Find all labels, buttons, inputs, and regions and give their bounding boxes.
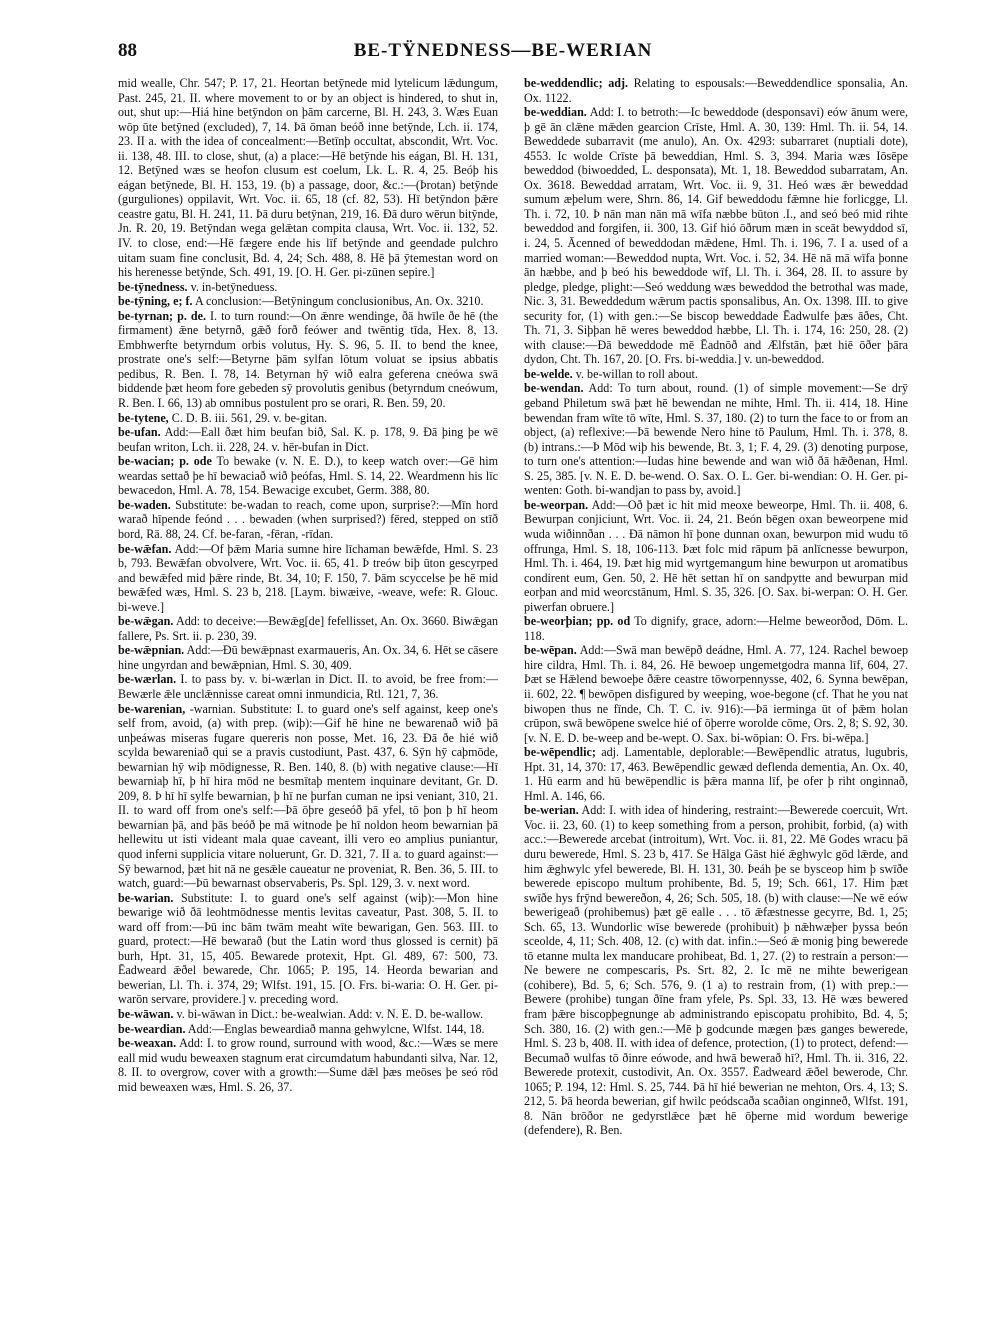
dictionary-entry	[118, 1007, 498, 1022]
dictionary-entry	[118, 411, 498, 426]
dictionary-entry	[118, 614, 498, 643]
entry-text: Add:—Oð þæt ic hit mid meoxe beweorpe, Hml. Th. ii. 408, 6. Bewurpan conjiciunt, Wrt. Voc. ii. 24, 21. Beón bēgen oxan beweorpene mid wuda wiðinnðan . . . Ðā nāmon hī þone dunnan oxan, bewurpon mid wudu tō offrunga, Hml. S. 18, 106-113. Þæt folc mid rāpum þā anlīcnesse bewurpon, Hml. Th. i. 464, 19. Þæt hig mid wyrtgemangum hine bewurpon ut aromatibus condirent eum, Gen. 50, 2. Hē hēt settan hī on sandpytte and bewurpan mid eorþan and mid weorcstānum, Hml. S. 35, 326. [O. Sax. bi-werpan: O. H. Ger. piwerfan obruere.]	[524, 497, 908, 614]
dictionary-entry	[524, 803, 908, 1138]
page-header	[118, 40, 888, 70]
entry-text: I. to turn round:—On ǣnre wendinge, ðā hwīle ðe hē (the firmament) ǣne betyrnð, gǣð forð feówer and twēntig tīda, Hex. 8, 13. Embhwerfte betyrndum orbis volutus, Hy. S. 96, 5. II. to bend the knee, prostrate one's self:—Betyrne þām sylfan lōtum voluat se ipsius abbatis pedibus, R. Ben. I. 78, 14. Betyrnan hȳ wið ealra geferena cneówa swā biddende þæt heom fore gebeden sȳ provolutis genibus (betyrndum cneówum, R. Ben. I. 66, 13) ab omnibus postulent pro se orari, R. Ben. 59, 20.	[118, 308, 498, 411]
entry-text: v. bi-wāwan in Dict.: be-wealwian. Add: v. N. E. D. be-wallow.	[176, 1007, 484, 1021]
dictionary-entry	[118, 498, 498, 542]
dictionary-entry	[524, 643, 908, 745]
entry-headword: be-ufan.	[118, 425, 161, 440]
entry-headword: be-wǣpnian.	[118, 643, 185, 658]
entry-text: To dignify, grace, adorn:—Helme beweorðod, Dōm. L. 118.	[524, 614, 908, 643]
entry-headword: be-weorþian; pp. od	[524, 614, 631, 629]
entry-text: C. D. B. iii. 561, 29. v. be-gitan.	[171, 410, 328, 425]
entry-headword: be-tytene,	[118, 410, 169, 425]
entry-text: Relating to espousals:—Beweddendlice sponsalia, An. Ox. 1122.	[524, 76, 908, 105]
dictionary-entry	[118, 425, 498, 454]
entry-text: Add:—Of þǣm Maria sumne hire līchaman bewǣfde, Hml. S. 23 b, 793. Bewǣfan obvolvere, Wrt. Voc. ii. 65, 41. Þ treów biþ ūton gescyrped and bewǣfed mid þǣre rinde, Bt. 34, 10; F. 150, 7. Þām scyccelse þe hē mid bewǣfed wæs, Hml. S. 23 b, 218. [Laym. biwæive, -weave, wefe: R. Glouc. bi-weve.]	[118, 541, 498, 614]
dictionary-entry	[118, 672, 498, 701]
entry-headword: be-wāwan.	[118, 1007, 174, 1021]
running-head: BE-TŸNEDNESS—BE-WERIAN	[353, 40, 653, 61]
entry-text: Add:—Englas beweardiað manna gehwylcne, Wlfst. 144, 18.	[187, 1021, 485, 1036]
entry-headword: be-warian.	[118, 890, 174, 905]
entry-text: Add:—Swā man bewēpð deádne, Hml. A. 77, 124. Rachel bewoep hire cildra, Hml. Th. i. 84, 26. Hē bewoep ungemetgodra manna līf, 604, 27. Þæt se Hǣlend bewoeþe ðǣre ceastre tōworpennysse, 402, 6. Synna bewēpan, ii. 602, 22. ¶ bewōpen disfigured by weeping, woe-begone (cf. That he you nat biwopen thus ne fīnde, Ch. T. C. iv. 916):—Þā ierminga ūt of þǣm holan crūpon, swā bewōpene swelce hié of ōþerre woroldе cōme, Ors. 2, 8; S. 92, 30. [v. N. E. D. be-weep and be-wept. O. Sax. bi-wōpian: O. Frs. bi-wēpa.]	[524, 643, 908, 745]
dictionary-entry	[118, 891, 498, 1007]
entry-text: Add: I. with idea of hindering, restraint:—Bewerede coercuit, Wrt. Voc. ii. 23, 60. (1) to keep something from a person, prohibit, forbid, (a) with acc.:—Bewerede arcebat (introitum), Wrt. Voc. ii. 81, 22. Mē Godes wracu þā duru bewerede, Hml. S. 23 b, 417. Se Hālga Gāst hié ǣghwylc gōd lǣrde, and him ǣghwylc yfel bewerede, Bl. H. 131, 30. Þeáh þe se byscеop him þ swīðe bewerede episcopo multum prohibente, Bd. 5, 19; Sch. 661, 17. Him þæt swīðe hys frȳnd bewereðon, 4, 26; Sch. 505, 18. (b) with clause:—Ne wē eów bewerigeað (prohibemus) þæt gē ealle . . . tō ǣfæstnesse gecyrre, Bd. 1, 25; Sch. 65, 13. Wundorlic wīse bewerede (prohibuit) þ nǣhwæþer þyssa beón sceolde, 4, 11; Sch. 408, 12. (c) with dat. infin.:—Seó ǣ monig þing bewerede tō etanne multa lex manducare prohibeat, Bd. 1, 27. (2) to restrain a person:—Ne bewere ne compescaris, Ps. Srt. 82, 2. Ic mē ne mihte bewerigean (cohibere), Bd. 5, 6; Sch. 576, 9. (1 a) to restrain from, (1) with prep.:—Bewere (prohibe) tungan ðīne fram yfele, Ps. Spl. 33, 13. Hē wæs bewered fram þǣre biscopþegnunge ab administrando episcopatu prohibito, Bd. 4, 5; Sch. 380, 16. (2) with gen.:—Mē þ godcunde mægen þæs ganges bewerede, Hml. S. 23 b, 408. II. with idea of defence, protection, (1) to protect, defend:—Becumað wulfas tō ðinre eówode, and hwā bewerað hī?, Hml. Th. ii. 316, 22. Bewerede protexit, custodivit, An. Ox. 3557. Ēadweard ǣðel bewerode, Chr. 1065; P. 194, 12: Hml. S. 25, 744. Þā hī hié bewerian ne mehton, Ors. 4, 13; S. 212, 5. Þā heorda bewerian, gif hwilc peódscaða scaðian onginneð, Wlfst. 191, 8. Nān brōðor ne gedyrstlǣce þæt hē ōþerne mid wordum bewerige (defendere), R. Ben.	[524, 803, 908, 1138]
entry-text: v. be-willan to roll about.	[575, 366, 698, 381]
dictionary-entry	[118, 76, 498, 280]
entry-headword: be-wǣgan.	[118, 614, 174, 629]
entry-text: Add:—Eall ðæt him beufan bið, Sal. K. p. 178, 9. Ðā þing þe wē beufan writon, Lch. ii. 228, 24. v. hēr-bufan in Dict.	[118, 425, 498, 454]
entry-headword: be-warenian,	[118, 701, 186, 716]
dictionary-entry	[524, 745, 908, 803]
entry-headword: be-wendan.	[524, 381, 584, 396]
entry-headword: be-weddian.	[524, 105, 587, 120]
entry-headword: be-wēpan.	[524, 643, 577, 658]
entry-text: adj. Lamentable, deplorable:—Bewēpendlic atratus, lugubris, Hpt. 31, 14, 370: 17, 463. Bewēpendlic gewæd deflenda dementia, An. Ox. 40, 1. Hū earm and hū bewēpendlic is þǣra manna līf, þe ofer þ riht onginnað, Hml. A. 146, 66.	[524, 745, 908, 803]
entry-headword: be-weddendlic; adj.	[524, 76, 629, 90]
entry-headword: be-wærlan.	[118, 672, 177, 687]
dictionary-entry	[118, 1036, 498, 1094]
entry-text: Add: To turn about, round. (1) of simple movement:—Se drȳ geband Philetum swā þæt hē bewendan ne mihte, Hml. Th. ii. 414, 18. Hine bewendan fram wīte tō wīte, Hml. S. 37, 180. (2) to turn the face to or from an object, (a) reflexive:—Þā bewende Nero hine tō Paulum, Hml. Th. i. 378, 8. (b) intrans.:—Þ Mōd wiþ his bewende, Bt. 3, 1; F. 4, 29. (3) denoting purpose, to turn one's attention:—Iudas hine bewende and wan wið ðā hǣðenan, Hml. S. 25, 385. [v. N. E. D. be-wend. O. Sax. O. L. Ger. bi-wendian: O. H. Ger. pi-wenten: Goth. bi-wandjan to pass by, avoid.]	[524, 381, 908, 498]
entry-text: Substitute: be-wadan to reach, come upon, surprise?:—Mīn hord warað hīpende feónd . . . bewaden (when surprised?) fēred, stepped on stīð bord, Rā. 88, 24. Cf. be-faran, -fēran, -rīdan.	[118, 497, 498, 541]
dictionary-entry	[118, 280, 498, 295]
entry-text: A conclusion:—Betȳningum conclusionibus, An. Ox. 3210.	[194, 294, 484, 309]
entry-headword: be-weorpan.	[524, 497, 589, 512]
entry-headword: be-werian.	[524, 803, 579, 818]
entry-text: -warnian. Substitute: I. to guard one's self against, keep one's self from, avoid, (a) with prep. (wiþ):—Gif hē hine ne bewarenað wið þā unþeáwas miseras fugare quereris non posse, Met. 16, 23. Ðā ðe hié wið scylda bewareniað qui se a pravis custodiunt, Past. 437, 6. Sȳn hȳ caþmōde, bewarnian hȳ wiþ mōdignesse, R. Ben. 140, 8. (b) with negative clause:—Hī bewarniaþ hī, þ hī hira mōd ne besmītaþ mentem inquinare devitant, Gr. D. 209, 8. Þ hī hī sylfe bewarnian, þ hī ne þurfan cuman ne ipsi veniant, 310, 21. II. to ward off from one's self:—Þā ōþre geseóð þā yfel, tō þon þ hī heom bewarnian þā, and þās beóð þe mā witnode þe hī noldon heom bewarnian þā hellewitu ut isti videant mala quae caveant, illi vero eo amplius puniantur, quod inferni supplicia vitare noluerunt, Gr. D. 321, 7. II a. to guard against:—Sȳ bewarnod, þæt hit nā ne gesǣle caueatur ne proveniat, R. Ben. 36, 5. III. to watch, guard:—Þū bewarnast observaberis, Ps. Spl. 129, 3. v. next word.	[118, 701, 498, 891]
dictionary-entry	[524, 367, 908, 382]
entry-headword: be-waden.	[118, 497, 171, 512]
entry-text: Add: I. to betroth:—Ic beweddode (desponsavi) eów ānum were, þ gē ān clǣne mǣden gearcion Crīste, Hml. A. 30, 139: Hml. Th. ii. 54, 14. Beweddede subarravit (me anulo), An. Ox. 4293: subarraret (nuptiali dote), 4553. Ic wolde Crīste þā beweddian, Hml. S. 3, 394. Maria wæs Iōsēpe beweddod (biwoedded, L. desponsata), Mt. 1, 18. Beweddod subarratam, An. Ox. 3618. Beweddad arratam, Wrt. Voc. ii. 9, 31. Heó wæs ǣr beweddad sumum æþelum were, Shrn. 86, 14. Gif beweddodu fǣmne hie forlicgge, Ll. Th. i. 72, 10. Þ nān man nān mā wīfa næbbe būton .I., and seó beó mid rihte beweddod and forgifen, ii. 300, 13. Gif hió ōðrum mæn in sceāt bewyddod sī, i. 24, 5. Ācenned of beweddodan mǣdene, Hml. Th. i. 196, 7. I a. used of a married woman:—Beweddod nupta, Wrt. Voc. i. 52, 34. Hē nā mā wīfa þonne ān hæbbe, and þ beó his beweddode wīf, Ll. Th. i. 364, 28. II. to assure by pledge, pledge, plight:—Seó weddung wæs beweddod the betrothal was made, Nic. 3, 31. Beweddedum wǣrum pactis sponsalibus, An. Ox. 1398. III. to give security for, (1) with gen.:—Se biscop beweddade Ēadwulfe þæs āðes, Cht. Th. 71, 3. Siþþan hē weres beweddod hæbbe, Ll. Th. i. 174, 16: 250, 28. (2) with clause:—Ðā beweddode mē Ēadnōð and Ælfstān, þæt hiē ōðer þāra dydon, Cht. Th. 167, 20. [O. Frs. bi-weddia.] v. un-beweddod.	[524, 105, 908, 367]
entry-headword: be-wǣfan.	[118, 541, 172, 556]
entry-headword: be-weaxan.	[118, 1036, 177, 1051]
entry-headword: be-tȳnedness.	[118, 279, 188, 294]
dictionary-entry	[524, 381, 908, 497]
entry-text: v. in-betȳneduess.	[190, 279, 278, 294]
dictionary-entry	[524, 614, 908, 643]
dictionary-entry	[118, 643, 498, 672]
entry-text: To bewake (v. N. E. D.), to keep watch over:—Gē him weardas settað þe hī bewaciað wið þeófas, Hml. S. 14, 22. Weardmenn his līc bewacedon, Hml. A. 78, 154. Bewacige excubet, Germ. 388, 80.	[118, 454, 498, 498]
entry-headword: be-welde.	[524, 366, 573, 381]
entry-text: Substitute: I. to guard one's self against (wiþ):—Mon hine bewarige wið ðā leohtmōdnesse mentis levitas caveatur, Past. 308, 5. II. to ward off from:—Þū inc bām twām meaht wīte bewarigan, Gen. 563. III. to guard, protect:—Hē bewarað (but the Latin word thus glossed is cernit) þā burh, Hpt. 31, 15, 405. Bewarede protexit, Hpt. Gl. 489, 67: 500, 73. Ēadweard ǣðel bewarede, Chr. 1065; P. 195, 14. Heorda bewarian and bewerian, Ll. Th. i. 374, 29; Wlfst. 191, 15. [O. Frs. bi-waria: O. H. Ger. pi-warōn servare, providere.] v. preceding word.	[118, 890, 498, 1007]
entry-text: Add: to deceive:—Bewǣg[de] fefellisset, An. Ox. 3660. Biwǣgan fallere, Ps. Srt. ii. p. 230, 39.	[118, 614, 498, 643]
left-column	[118, 76, 498, 1312]
page-number: 88	[118, 40, 137, 61]
entry-headword: be-tȳning, e; f.	[118, 294, 193, 309]
entry-text: Add:—Ðū bewǣpnast exarmaueris, An. Ox. 34, 6. Hēt se cāsere hine ungyrdan and bewǣpnian, Hml. S. 30, 409.	[118, 643, 498, 672]
dictionary-entry	[118, 294, 498, 309]
dictionary-entry	[118, 309, 498, 411]
dictionary-entry	[524, 76, 908, 105]
right-column	[524, 76, 908, 1312]
entry-headword: be-weardian.	[118, 1021, 186, 1036]
entry-headword: be-tyrnan; p. de.	[118, 308, 206, 323]
dictionary-entry	[524, 105, 908, 367]
entry-text: I. to pass by. v. bi-wærlan in Dict. II. to avoid, be free from:—Bewærle ǣle unclǣnnisse careat omni inmundicia, Rtl. 121, 7, 36.	[118, 672, 498, 701]
dictionary-entry	[524, 498, 908, 614]
entry-headword: be-wacian; p. ode	[118, 454, 212, 469]
dictionary-entry	[118, 1022, 498, 1037]
entry-text: Add: I. to grow round, surround with wood, &c.:—Wæs se mere eall mid wudu beweaxen stagnum erat circumdatum habundanti silva, Nar. 12, 8. II. to overgrow, cover with a growth:—Sume dǣl þæs meōses þe seó rōd mid beweaxen wæs, Hml. S. 26, 37.	[118, 1036, 498, 1094]
dictionary-entry	[118, 454, 498, 498]
dictionary-entry	[118, 702, 498, 891]
entry-text: mid wealle, Chr. 547; P. 17, 21. Heortan betȳnede mid lytelicum lǣdungum, Past. 245, 21. II. where movement to or by an object is hindered, to shut in, out, shut up:—Hiá hine betȳndon on þām carcerne, Bl. H. 243, 3. Wæs Euan wōp ūte betȳned (excluded), 7, 14. Þā ōman beóð inne betȳnde, Lch. ii. 174, 23. II a. with the idea of concealment:—Betīnþ occultat, abscondit, Wrt. Voc. ii. 138, 48. III. to close, shut, (a) a place:—Hē betȳnde his eágan, Bl. H. 131, 12. Betȳned wæs se heofon clusum est coelum, Lk. L. R. 4, 25. Beóþ his eágan betȳnede, Bl. H. 153, 19. (b) a passage, door, &c.:—(Þrotan) betȳnde (gurguliones) oppilavit, Wrt. Voc. ii. 65, 18 (cf. 82, 53). Hī betȳndon þǣre ceastre gatu, Bl. H. 241, 11. Þā duru betȳnan, 219, 16. Ðā duro wērun bitȳnde, Jn. R. 20, 19. Betȳndan wega gelǣtan compita clausa, Wrt. Voc. ii. 132, 52. IV. to close, end:—Hē fægere ende his līf betȳnde and geendade pulchro uitam suam fine conclusit, Bd. 4, 24; Sch. 488, 8. Hē þā ȳtemestan word on his herenesse betȳnde, Sch. 491, 19. [O. H. Ger. pi-zūnen sepire.]	[118, 76, 498, 280]
dictionary-entry	[118, 542, 498, 615]
entry-headword: be-wēpendlic;	[524, 745, 596, 760]
